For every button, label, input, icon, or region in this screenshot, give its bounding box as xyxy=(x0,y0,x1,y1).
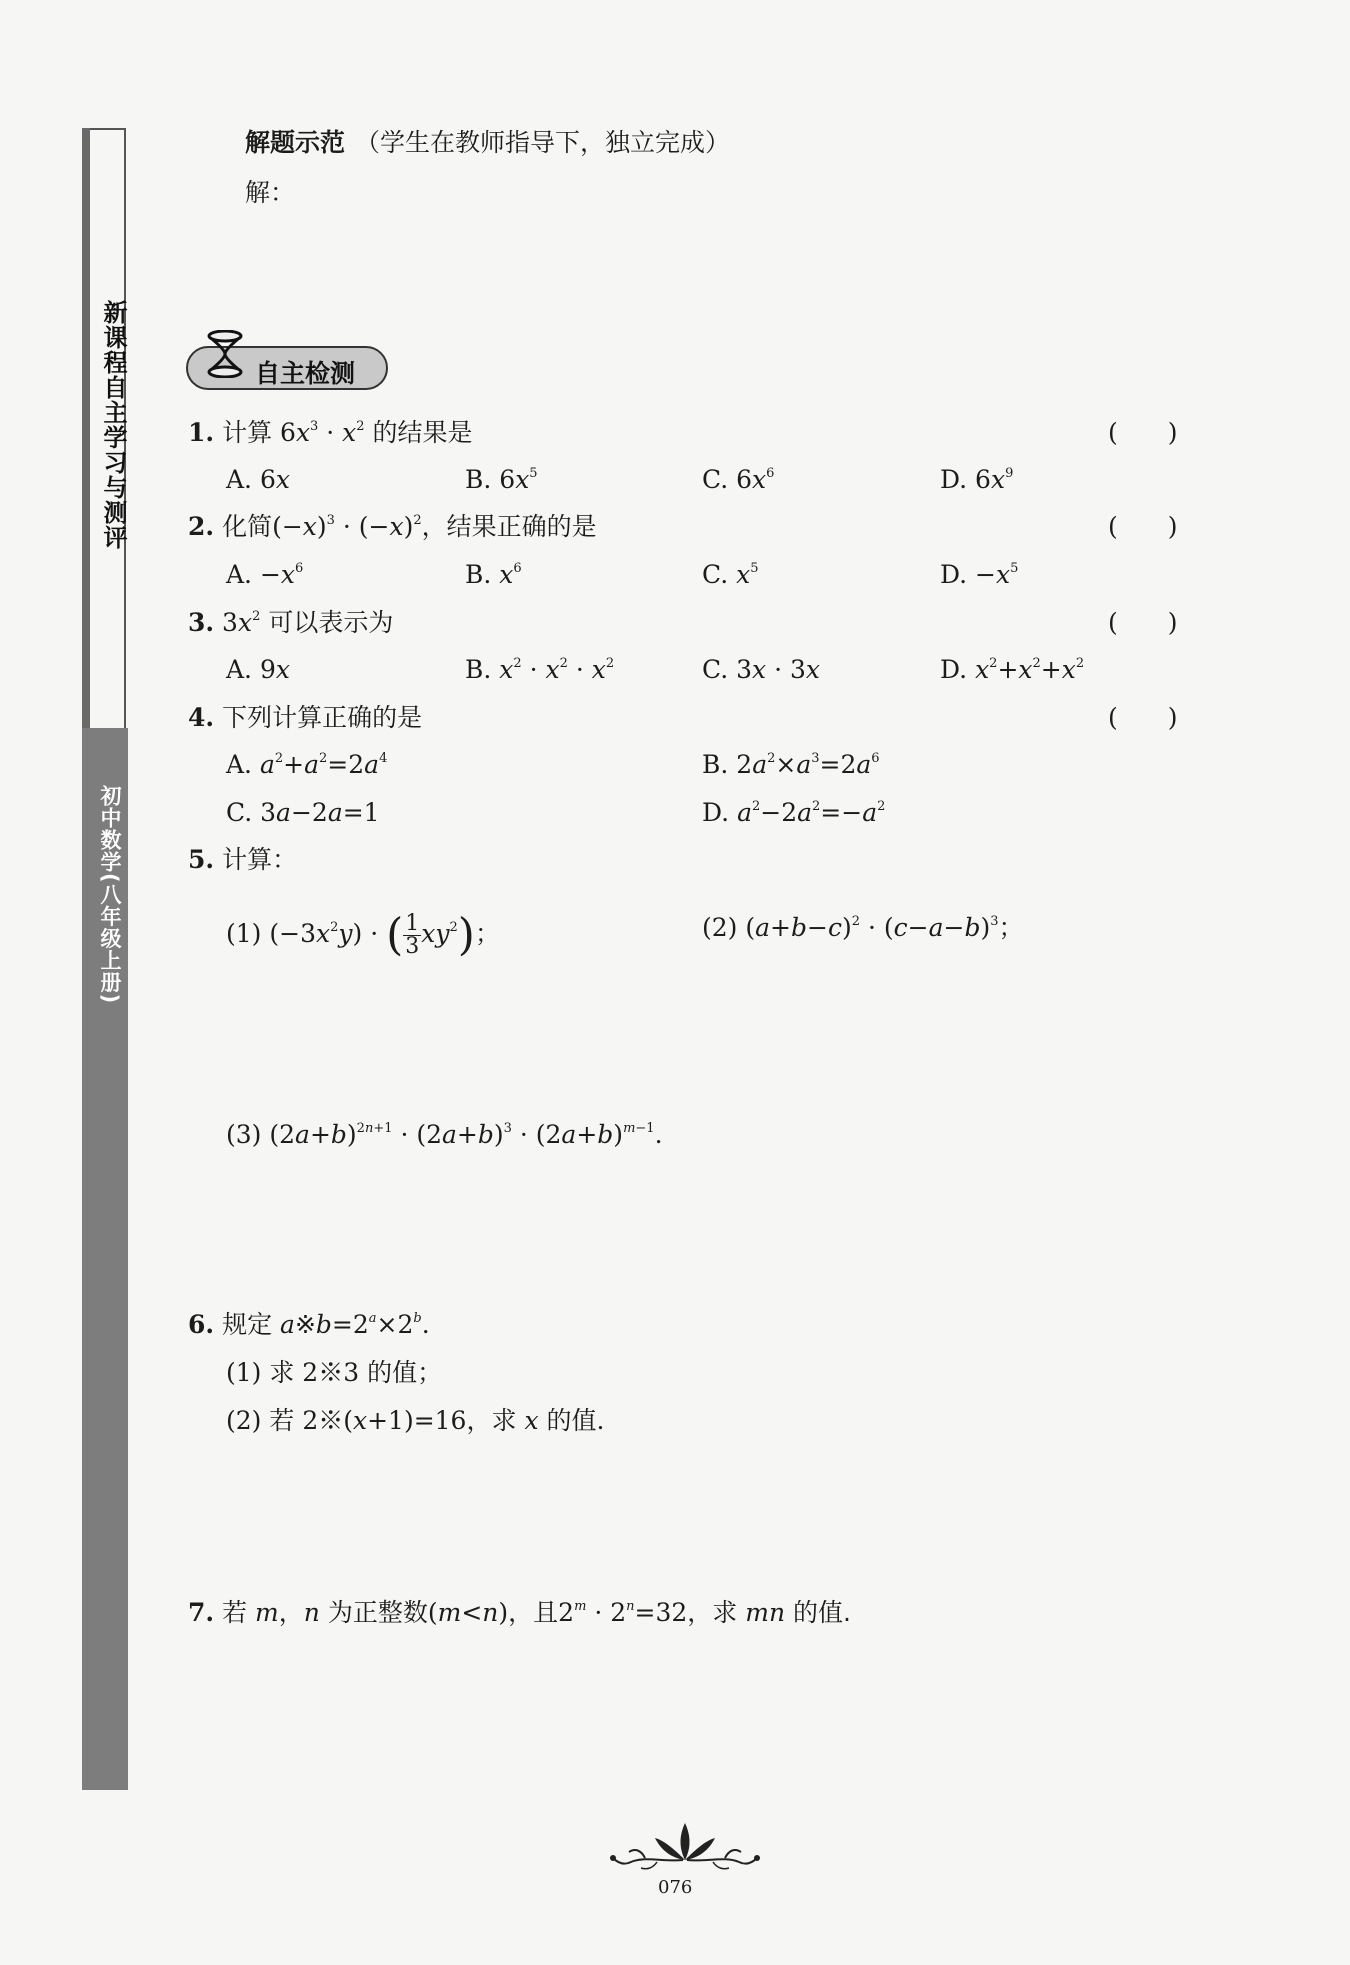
q1-option-c[interactable]: C. $6x^6$ xyxy=(702,465,775,494)
sidebar-top-bar xyxy=(82,128,90,728)
q2-answer-paren: ( ) xyxy=(1108,512,1178,541)
q4-option-d[interactable]: D. $a^2-2a^2=-a^2$ xyxy=(702,798,886,827)
q1-stem: 1. 计算 $6x^3 \cdot x^2$ 的结果是 xyxy=(188,418,473,447)
q7-stem: 7. 若 m，n 为正整数(m<n)，且$2^m \cdot 2^n=32$，求 mn 的值. xyxy=(188,1598,851,1627)
q6-stem: 6. 规定 $a※b=2^a\times 2^b$. xyxy=(188,1310,430,1339)
q6-part1: (1) 求 2※3 的值； xyxy=(226,1358,443,1387)
q3-option-b[interactable]: B. $x^2 \cdot x^2 \cdot x^2$ xyxy=(465,655,615,684)
q3-stem: 3. $3x^2$ 可以表示为 xyxy=(188,608,394,637)
q4-answer-paren: ( ) xyxy=(1108,703,1178,732)
q4-option-a[interactable]: A. $a^2+a^2=2a^4$ xyxy=(226,750,388,779)
q3-answer-paren: ( ) xyxy=(1108,608,1178,637)
q5-part2: (2) $(a+b-c)^2 \cdot (c-a-b)^3$； xyxy=(702,913,1024,942)
q6-part2: (2) 若 2※(x+1)=16，求 x 的值. xyxy=(226,1406,605,1435)
q1-option-a[interactable]: A. 6x xyxy=(226,465,290,494)
q2-option-a[interactable]: A. $-x^6$ xyxy=(226,560,304,589)
hourglass-icon xyxy=(204,330,246,378)
q2-option-b[interactable]: B. $x^6$ xyxy=(465,560,522,589)
demo-note: （学生在教师指导下，独立完成） xyxy=(355,128,731,157)
q2-stem: 2. 化简$(-x)^3 \cdot (-x)^2$，结果正确的是 xyxy=(188,512,597,541)
demo-answer-label: 解： xyxy=(245,178,296,207)
q4-option-c[interactable]: C. 3a−2a=1 xyxy=(226,798,380,827)
q1-option-d[interactable]: D. $6x^9$ xyxy=(940,465,1014,494)
page-number: 076 xyxy=(658,1877,693,1898)
q3-option-d[interactable]: D. $x^2+x^2+x^2$ xyxy=(940,655,1085,684)
q5-stem: 5. 计算： xyxy=(188,845,298,874)
demo-heading-line xyxy=(245,128,730,158)
sidebar-book-title: 初中数学(八年级上册) xyxy=(98,785,122,1005)
q3-option-a[interactable]: A. 9x xyxy=(226,655,290,684)
q1-option-b[interactable]: B. $6x^5$ xyxy=(465,465,538,494)
q1-answer-paren: ( ) xyxy=(1108,418,1178,447)
demo-heading: 解题示范 xyxy=(245,128,346,157)
floral-ornament-icon xyxy=(605,1818,765,1876)
q4-option-b[interactable]: B. $2a^2\times a^3=2a^6$ xyxy=(702,750,880,779)
q5-part1: (1) $(-3x^2y)$ · ( $\frac{1}{3}$ $xy^2$)； xyxy=(226,909,500,961)
q5-part3: (3) $(2a+b)^{2n+1} \cdot (2a+b)^3 \cdot (2a+b)^{m-1}$. xyxy=(226,1120,663,1149)
sidebar-series-title: 新课程自主学习与测评 xyxy=(99,300,127,550)
q2-option-d[interactable]: D. $-x^5$ xyxy=(940,560,1019,589)
section-title: 自主检测 xyxy=(255,359,356,388)
q2-option-c[interactable]: C. $x^5$ xyxy=(702,560,759,589)
q3-option-c[interactable]: C. 3x · 3x xyxy=(702,655,821,684)
q4-stem: 4. 下列计算正确的是 xyxy=(188,703,423,732)
